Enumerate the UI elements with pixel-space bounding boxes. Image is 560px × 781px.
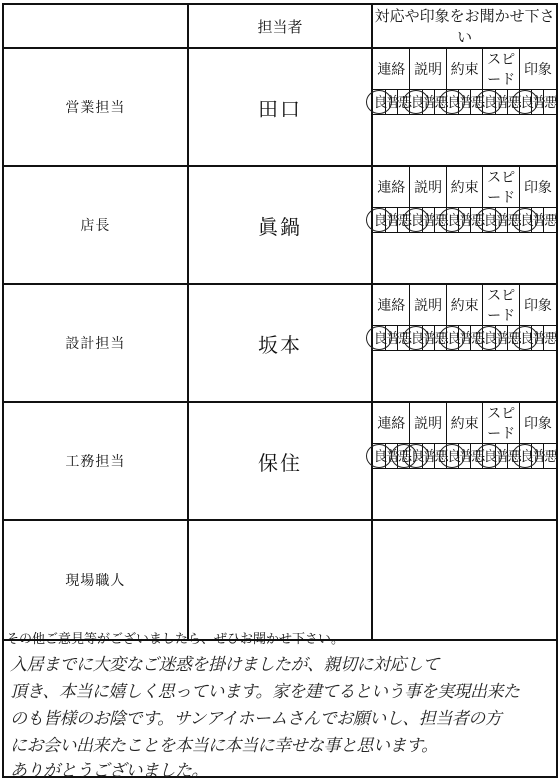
rating-area [372, 520, 557, 640]
option-label: 悪 [471, 213, 486, 229]
category-label: 説明 [410, 403, 447, 444]
role-cell: 設計担当 [3, 284, 188, 402]
comment-line: 入居までに大変なご迷惑を掛けましたが、親切に対応して [10, 655, 439, 675]
option-label: 普 [422, 95, 437, 111]
option-label: 良 [446, 449, 461, 465]
staff-row [3, 284, 557, 402]
rating-area [372, 284, 557, 402]
rating-option[interactable] [532, 90, 547, 115]
option-label: 普 [532, 449, 547, 465]
rating-option[interactable] [544, 208, 559, 233]
header-impression: 対応や印象をお聞かせ下さい [372, 4, 557, 48]
rating-option[interactable] [385, 90, 400, 115]
rating-option[interactable] [544, 326, 559, 351]
rating-option[interactable] [544, 90, 559, 115]
role-cell: 営業担当 [3, 48, 188, 166]
rating-option[interactable] [373, 326, 388, 351]
category-label: 約束 [446, 167, 483, 208]
category-label: 約束 [446, 49, 483, 90]
option-label: 悪 [434, 331, 449, 347]
option-label: 普 [385, 95, 400, 111]
staff-row [3, 166, 557, 284]
category-label: 連絡 [373, 403, 410, 444]
rating-option[interactable] [519, 326, 534, 351]
option-label: 良 [373, 95, 388, 111]
rating-option[interactable] [459, 208, 474, 233]
option-label: 悪 [544, 95, 559, 111]
option-label: 普 [459, 331, 474, 347]
option-label: 良 [373, 213, 388, 229]
category-label: 説明 [410, 49, 447, 90]
category-label: スピード [483, 403, 520, 444]
option-label: 普 [385, 213, 400, 229]
rating-option[interactable] [459, 444, 474, 469]
comment-line: のも皆様のお陰です。サンアイホームさんでお願いし、担当者の方 [10, 709, 502, 729]
comment-line: にお会い出来たことを本当に本当に幸せな事と思います。 [10, 736, 438, 756]
staff-name-cell: 坂本 [188, 284, 373, 402]
role-cell: 現場職人 [3, 520, 188, 640]
staff-name-cell: 保住 [188, 402, 373, 520]
staff-row [3, 520, 557, 640]
rating-option[interactable] [422, 326, 437, 351]
rating-option[interactable] [422, 90, 437, 115]
category-label: 印象 [519, 285, 556, 326]
rating-option[interactable] [385, 326, 400, 351]
option-label: 良 [446, 213, 461, 229]
option-label: 悪 [544, 449, 559, 465]
option-label: 悪 [471, 449, 486, 465]
option-label: 良 [483, 213, 498, 229]
rating-option[interactable] [495, 444, 510, 469]
option-label: 良 [373, 331, 388, 347]
rating-option[interactable] [373, 208, 388, 233]
category-label: スピード [483, 285, 520, 326]
rating-option[interactable] [446, 208, 461, 233]
option-label: 普 [385, 331, 400, 347]
category-label: スピード [483, 167, 520, 208]
option-label: 普 [532, 95, 547, 111]
rating-option[interactable] [483, 208, 498, 233]
rating-option[interactable] [519, 444, 534, 469]
role-cell: 工務担当 [3, 402, 188, 520]
option-label: 普 [495, 331, 510, 347]
category-label: スピード [483, 49, 520, 90]
option-label: 悪 [471, 95, 486, 111]
option-label: 良 [519, 213, 534, 229]
option-label: 良 [410, 213, 425, 229]
staff-name-cell [188, 520, 373, 640]
option-label: 普 [459, 449, 474, 465]
option-label: 良 [373, 449, 388, 465]
option-label: 悪 [398, 331, 413, 347]
option-label: 普 [495, 213, 510, 229]
option-label: 悪 [507, 331, 522, 347]
rating-option[interactable] [495, 326, 510, 351]
rating-grid [373, 403, 559, 469]
option-label: 悪 [471, 331, 486, 347]
rating-option[interactable] [532, 444, 547, 469]
option-label: 良 [410, 331, 425, 347]
option-label: 良 [483, 331, 498, 347]
rating-grid [373, 167, 559, 233]
staff-row [3, 48, 557, 166]
option-label: 普 [495, 449, 510, 465]
category-label: 連絡 [373, 285, 410, 326]
rating-option[interactable] [422, 208, 437, 233]
option-label: 悪 [434, 95, 449, 111]
rating-option[interactable] [495, 208, 510, 233]
option-label: 普 [385, 449, 400, 465]
rating-option[interactable] [483, 90, 498, 115]
option-label: 良 [483, 95, 498, 111]
rating-option[interactable] [373, 444, 388, 469]
option-label: 普 [495, 95, 510, 111]
option-label: 良 [446, 331, 461, 347]
rating-option[interactable] [532, 326, 547, 351]
role-cell: 店長 [3, 166, 188, 284]
option-label: 普 [459, 95, 474, 111]
option-label: 悪 [434, 449, 449, 465]
staff-row [3, 402, 557, 520]
option-label: 悪 [507, 449, 522, 465]
category-label: 印象 [519, 167, 556, 208]
rating-option[interactable] [544, 444, 559, 469]
option-label: 良 [483, 449, 498, 465]
category-label: 印象 [519, 49, 556, 90]
comment-prompt: その他ご意見等がございましたら、ぜひお聞かせ下さい。 [6, 632, 345, 647]
option-label: 悪 [507, 95, 522, 111]
option-label: 悪 [398, 213, 413, 229]
option-label: 良 [519, 449, 534, 465]
category-label: 説明 [410, 167, 447, 208]
category-label: 連絡 [373, 49, 410, 90]
header-staff: 担当者 [188, 4, 373, 48]
option-label: 良 [519, 331, 534, 347]
option-label: 良 [410, 449, 425, 465]
rating-option[interactable] [532, 208, 547, 233]
option-label: 悪 [544, 213, 559, 229]
rating-area [372, 48, 557, 166]
category-label: 約束 [446, 285, 483, 326]
rating-option[interactable] [459, 326, 474, 351]
header-blank [3, 4, 188, 48]
option-label: 悪 [398, 449, 413, 465]
option-label: 悪 [434, 213, 449, 229]
rating-option[interactable] [519, 208, 534, 233]
rating-option[interactable] [495, 90, 510, 115]
rating-option[interactable] [373, 90, 388, 115]
category-label: 連絡 [373, 167, 410, 208]
option-label: 良 [410, 95, 425, 111]
rating-option[interactable] [446, 326, 461, 351]
option-label: 普 [422, 331, 437, 347]
rating-option[interactable] [422, 444, 437, 469]
rating-option[interactable] [483, 444, 498, 469]
category-label: 印象 [519, 403, 556, 444]
option-label: 悪 [544, 331, 559, 347]
rating-option[interactable] [459, 90, 474, 115]
staff-name-cell: 眞鍋 [188, 166, 373, 284]
comment-line: 頂き、本当に嬉しく思っています。家を建てるという事を実現出来た [10, 682, 520, 702]
rating-option[interactable] [446, 444, 461, 469]
option-label: 良 [446, 95, 461, 111]
rating-grid [373, 285, 559, 351]
option-label: 普 [422, 213, 437, 229]
survey-table [2, 3, 558, 641]
option-label: 良 [519, 95, 534, 111]
option-label: 普 [459, 213, 474, 229]
comment-line: ありがとうございました。 [10, 761, 208, 781]
option-label: 普 [422, 449, 437, 465]
rating-option[interactable] [519, 90, 534, 115]
rating-option[interactable] [410, 208, 425, 233]
category-label: 約束 [446, 403, 483, 444]
staff-name-cell: 田口 [188, 48, 373, 166]
option-label: 悪 [398, 95, 413, 111]
option-label: 悪 [507, 213, 522, 229]
rating-area [372, 166, 557, 284]
option-label: 普 [532, 331, 547, 347]
category-label: 説明 [410, 285, 447, 326]
rating-grid [373, 49, 559, 115]
option-label: 普 [532, 213, 547, 229]
rating-option[interactable] [410, 326, 425, 351]
rating-option[interactable] [483, 326, 498, 351]
rating-option[interactable] [410, 444, 425, 469]
rating-option[interactable] [446, 90, 461, 115]
rating-option[interactable] [410, 90, 425, 115]
rating-area [372, 402, 557, 520]
rating-option[interactable] [385, 208, 400, 233]
